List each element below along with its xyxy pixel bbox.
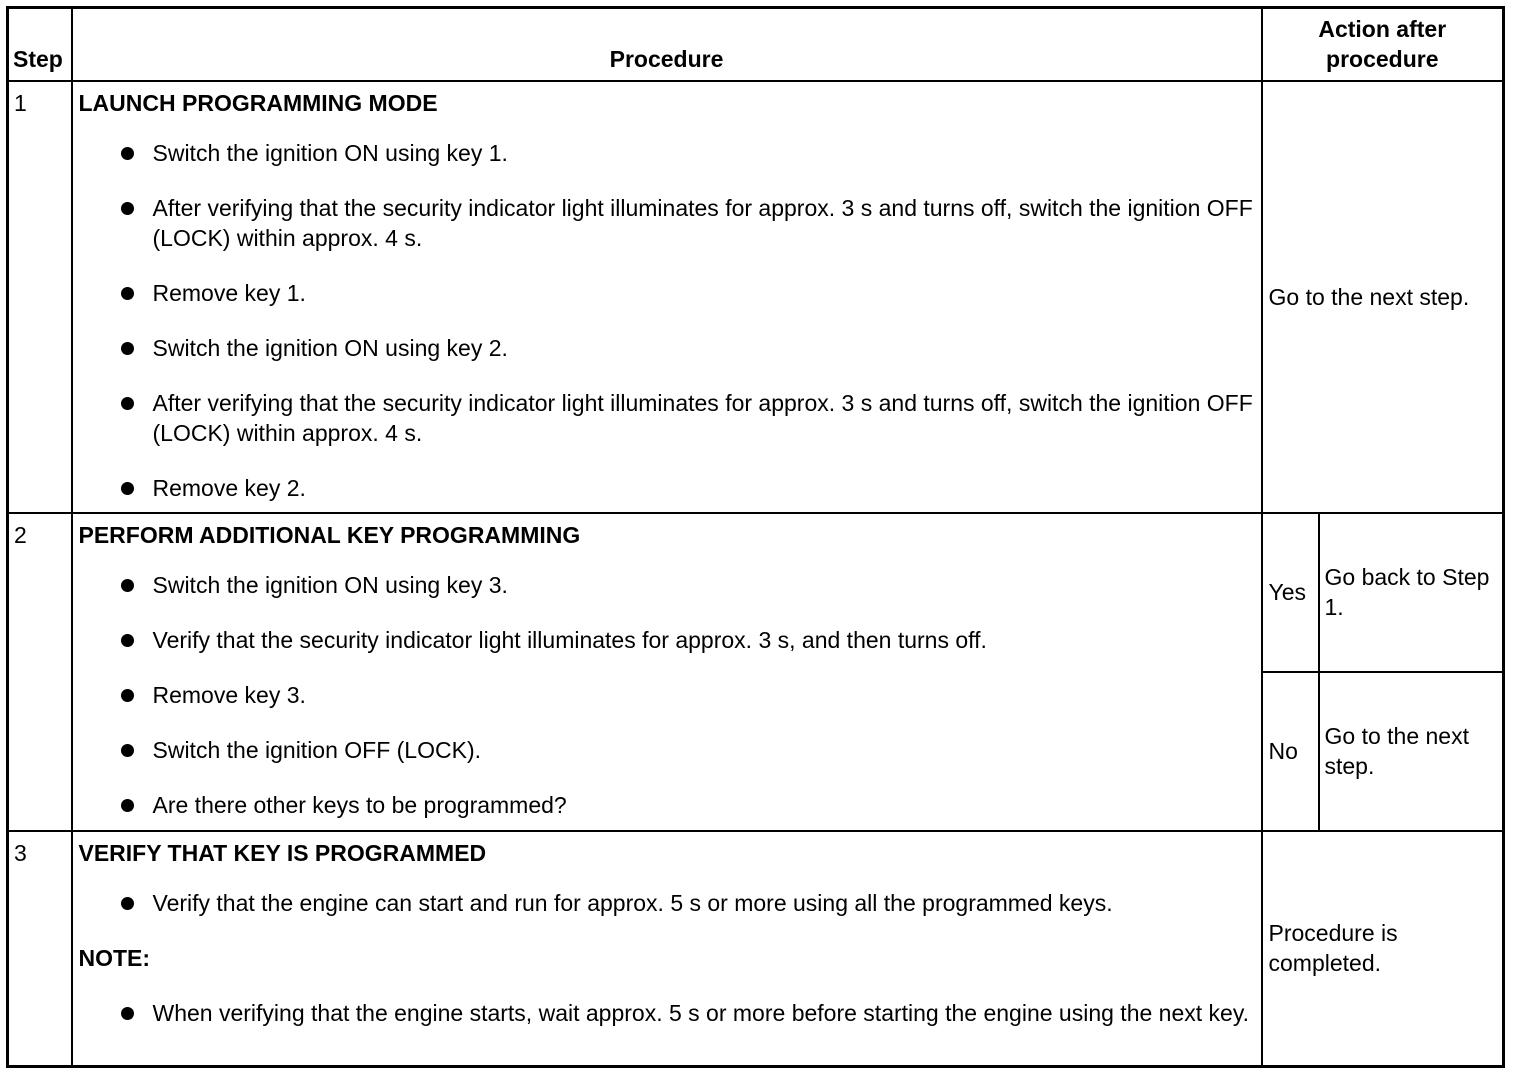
list-item xyxy=(79,998,1255,1028)
bullet-text: Are there other keys to be programmed? xyxy=(152,791,567,818)
step-title: PERFORM ADDITIONAL KEY PROGRAMMING xyxy=(78,521,581,548)
bullet-text: Switch the ignition OFF (LOCK). xyxy=(152,736,481,763)
bullet-list xyxy=(79,570,1255,820)
bullet-icon xyxy=(121,202,134,215)
bullet-text: After verifying that the security indicator light illuminates for approx. 3 s and turns off, switch the ignition OFF (LOCK) within approx. 4 s. xyxy=(152,194,1253,251)
action-header xyxy=(1262,8,1504,81)
bullet-icon xyxy=(121,342,134,355)
list-item xyxy=(79,790,1255,820)
bullet-text: After verifying that the security indicator light illuminates for approx. 3 s and turns off, switch the ignition OFF (LOCK) within approx. 4 s. xyxy=(152,389,1253,446)
bullet-icon xyxy=(121,634,134,647)
procedure-cell xyxy=(72,831,1262,1067)
procedure-table xyxy=(6,6,1505,1068)
bullet-list xyxy=(79,888,1255,918)
action-header-line2: procedure xyxy=(1326,45,1439,72)
bullet-icon xyxy=(121,744,134,757)
step-row-2 xyxy=(8,513,1504,672)
list-item xyxy=(79,193,1255,253)
list-item xyxy=(79,333,1255,363)
step-row-3 xyxy=(8,831,1504,1067)
list-item xyxy=(79,138,1255,168)
bullet-icon xyxy=(121,579,134,592)
action-cell: Go to the next step. xyxy=(1262,81,1504,513)
bullet-list xyxy=(79,138,1255,503)
bullet-text: Switch the ignition ON using key 1. xyxy=(152,139,508,166)
bullet-icon xyxy=(121,482,134,495)
list-item xyxy=(79,473,1255,503)
yes-action: Go back to Step 1. xyxy=(1319,513,1504,672)
bullet-icon xyxy=(121,799,134,812)
bullet-text: Verify that the security indicator light illuminates for approx. 3 s, and then turns off. xyxy=(152,626,987,653)
bullet-text: When verifying that the engine starts, wait approx. 5 s or more before starting the engine using the next key. xyxy=(152,999,1250,1026)
bullet-text: Switch the ignition ON using key 3. xyxy=(152,571,508,598)
list-item xyxy=(79,888,1255,918)
bullet-text: Remove key 3. xyxy=(152,681,306,708)
step-number: 2 xyxy=(8,513,72,831)
bullet-icon xyxy=(121,147,134,160)
list-item xyxy=(79,278,1255,308)
list-item xyxy=(79,625,1255,655)
step-header: Step xyxy=(8,8,72,81)
step-title: VERIFY THAT KEY IS PROGRAMMED xyxy=(78,839,487,866)
header-row xyxy=(8,8,1504,81)
bullet-text: Remove key 1. xyxy=(152,279,306,306)
step-number: 3 xyxy=(8,831,72,1067)
bullet-text: Verify that the engine can start and run for approx. 5 s or more using all the programmed keys. xyxy=(152,889,1113,916)
bullet-icon xyxy=(121,689,134,702)
yes-label: Yes xyxy=(1262,513,1319,672)
procedure-header: Procedure xyxy=(72,8,1262,81)
bullet-text: Remove key 2. xyxy=(152,474,306,501)
step-row-1 xyxy=(8,81,1504,513)
bullet-icon xyxy=(121,1007,134,1020)
action-header-line1: Action after xyxy=(1318,15,1447,42)
note-bullet-list xyxy=(79,998,1255,1028)
note-label: NOTE: xyxy=(78,944,151,971)
bullet-text: Switch the ignition ON using key 2. xyxy=(152,334,508,361)
list-item xyxy=(79,680,1255,710)
step-number: 1 xyxy=(8,81,72,513)
procedure-cell xyxy=(72,81,1262,513)
procedure-cell xyxy=(72,513,1262,831)
bullet-icon xyxy=(121,287,134,300)
list-item xyxy=(79,735,1255,765)
bullet-icon xyxy=(121,397,134,410)
list-item xyxy=(79,570,1255,600)
action-cell: Procedure is completed. xyxy=(1262,831,1504,1067)
no-action: Go to the next step. xyxy=(1319,672,1504,831)
step-title: LAUNCH PROGRAMMING MODE xyxy=(78,89,438,116)
bullet-icon xyxy=(121,897,134,910)
no-label: No xyxy=(1262,672,1319,831)
list-item xyxy=(79,388,1255,448)
